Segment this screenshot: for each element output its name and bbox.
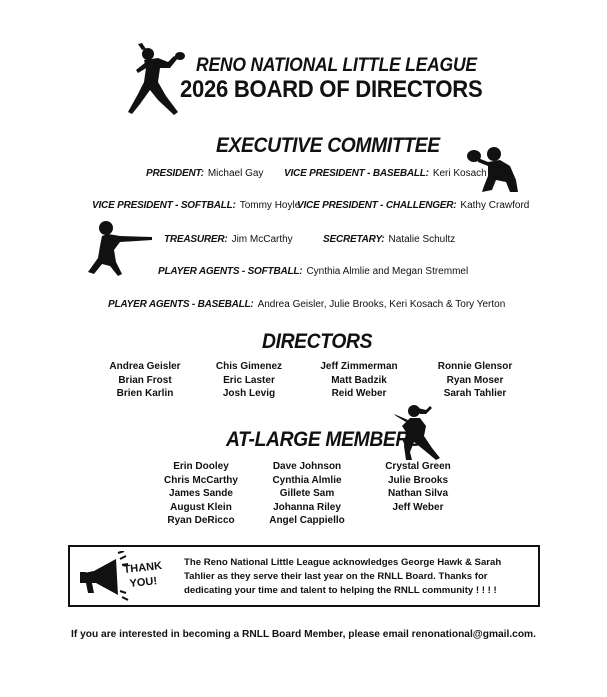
secretary-row [323,234,455,245]
director-name: Ronnie Glensor [437,361,513,372]
director-name: Brian Frost [118,374,172,386]
director-name: Chis Gimenez [215,361,283,372]
vp-challenger-label: VICE PRESIDENT - CHALLENGER: [297,200,457,211]
agents-softball-names: Cynthia Almlie and Megan Stremmel [306,266,469,277]
footer-note: If you are interested in becoming a RNLL Board Member, please email renonational@gmail.com. [71,629,536,640]
vp-softball-label: VICE PRESIDENT - SOFTBALL: [92,200,236,211]
thank-icon-text-2: YOU! [129,575,158,590]
secretary-name: Natalie Schultz [388,234,456,245]
vp-baseball-row [284,168,487,179]
directors-column-1 [100,360,190,401]
agents-baseball-names: Andrea Geisler, Julie Brooks, Keri Kosach & Tory Yerton [257,299,506,310]
megaphone-icon [80,551,164,601]
president-name: Michael Gay [207,168,264,179]
treasurer-name: Jim McCarthy [231,234,293,245]
agents-softball-label: PLAYER AGENTS - SOFTBALL: [158,266,303,277]
director-name: Andrea Geisler [109,361,181,372]
executive-committee-heading: EXECUTIVE COMMITTEE [216,134,440,157]
member-name: August Klein [170,501,232,513]
vp-softball-name: Tommy Hoyle [239,200,301,211]
vp-softball-row [92,200,300,211]
at-large-heading: AT-LARGE MEMBERS [226,428,422,451]
agents-baseball-row [108,299,505,310]
member-name: Crystal Green [385,461,451,472]
director-name: Ryan Moser [446,374,504,386]
member-name: Angel Cappiello [269,515,345,527]
director-name: Matt Badzik [331,374,387,386]
president-row [146,168,263,179]
member-name: Dave Johnson [272,461,342,472]
agents-softball-row [158,266,468,277]
member-name: Ryan DeRicco [167,515,235,527]
league-name: RENO NATIONAL LITTLE LEAGUE [196,55,477,76]
vp-baseball-label: VICE PRESIDENT - BASEBALL: [284,168,429,179]
director-name: Reid Weber [331,388,387,400]
vp-challenger-row [297,200,529,211]
thank-you-message: The Reno National Little League acknowledges George Hawk & Sarah Tahlier as they serve their last year on the RNLL Board. Thanks for dedicating your time and talent to helping the RNLL community ! ! ! ! [184,557,502,596]
member-name: Nathan Silva [387,488,449,500]
directors-heading: DIRECTORS [262,330,373,353]
batter-icon [86,220,154,278]
softball-pitcher-icon [128,42,186,118]
director-name: Josh Levig [222,388,276,400]
member-name: Julie Brooks [387,474,449,486]
vp-challenger-name: Kathy Crawford [460,200,530,211]
director-name: Brien Karlin [116,388,174,400]
member-name: Cynthia Almlie [272,474,342,486]
vp-baseball-name: Keri Kosach [432,168,487,179]
member-name: Erin Dooley [173,461,229,472]
thank-icon-text-1: THANK [123,560,163,576]
president-label: PRESIDENT: [146,168,204,179]
director-name: Sarah Tahlier [443,388,507,400]
directors-column-4 [430,360,520,401]
member-name: Jeff Weber [392,501,444,513]
member-name: Chris McCarthy [164,474,238,486]
member-name: James Sande [169,488,233,500]
page-title: 2026 BOARD OF DIRECTORS [180,76,483,103]
directors-column-3 [314,360,404,401]
director-name: Eric Laster [223,374,275,386]
at-large-column-3 [373,460,463,514]
member-name: Gillete Sam [279,488,335,500]
at-large-column-1 [156,460,246,528]
member-name: Johanna Riley [273,501,341,513]
directors-column-2 [204,360,294,401]
director-name: Jeff Zimmerman [320,361,398,372]
at-large-column-2 [262,460,352,528]
agents-baseball-label: PLAYER AGENTS - BASEBALL: [108,299,254,310]
secretary-label: SECRETARY: [323,234,385,245]
treasurer-label: TREASURER: [164,234,228,245]
treasurer-row [164,234,293,245]
